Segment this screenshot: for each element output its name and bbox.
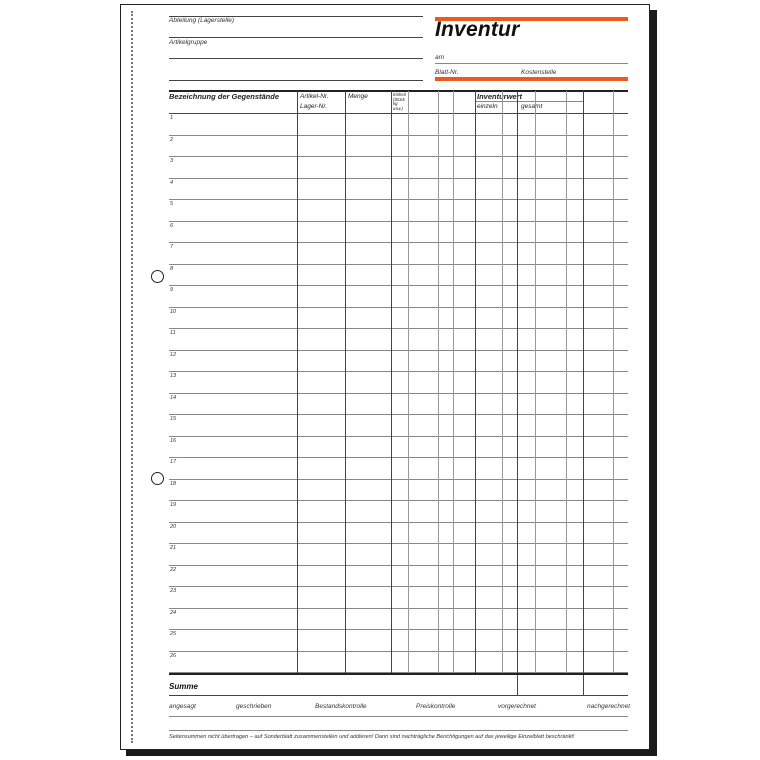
table-row: [169, 414, 628, 415]
footer-preiskontrolle: Preiskontrolle: [416, 703, 456, 710]
table-row: [169, 565, 628, 566]
row-number: 18: [170, 480, 177, 487]
column-divider: [438, 91, 439, 673]
row-number: 14: [170, 394, 177, 401]
col-menge: Menge: [348, 93, 368, 100]
kostenstelle-label: Kostenstelle: [521, 69, 557, 76]
table-row: [169, 285, 628, 286]
footer-signature-line: [169, 716, 628, 717]
table-row: [169, 221, 628, 222]
col-einheit-line3: kg: [393, 101, 398, 107]
table-row: [169, 479, 628, 480]
column-divider: [502, 91, 503, 673]
table-row: [169, 500, 628, 501]
table-row: [169, 436, 628, 437]
col-gesamt: gesamt: [521, 103, 543, 110]
footer-angesagt: angesagt: [169, 703, 196, 710]
footnote-text: Seitensummen nicht übertragen – auf Sonderblatt zusammenstellen und addieren! Dann sind nachträgliche Berichtigungen auf das jeweilige Einzelblatt beschränkt!: [169, 734, 575, 740]
col-einheit: [393, 93, 406, 111]
column-divider: [517, 91, 518, 673]
row-number: 16: [170, 437, 177, 444]
row-number: 4: [170, 179, 174, 186]
row-number: 15: [170, 416, 177, 422]
row-number: 19: [170, 502, 177, 508]
column-divider: [583, 91, 584, 673]
table-row: [169, 586, 628, 587]
table-row: [169, 156, 628, 157]
table-row: [169, 629, 628, 630]
footnote-top-line: [169, 730, 628, 731]
punch-hole-bottom: [151, 472, 164, 485]
column-divider: [408, 91, 409, 673]
col-bezeichnung: Bezeichnung der Gegenstände: [169, 92, 280, 101]
punch-hole-top: [151, 270, 164, 283]
blatt-nr-label: Blatt-Nr.: [435, 69, 459, 76]
row-number: 17: [170, 459, 177, 465]
row-number: 11: [170, 330, 176, 336]
row-number: 24: [170, 609, 177, 616]
column-divider: [535, 91, 536, 673]
summe-divider: [517, 673, 518, 695]
col-inventurwert: Inventurwert: [477, 92, 523, 101]
row-number: 10: [170, 308, 177, 315]
table-row: [169, 242, 628, 243]
col-lager-nr: Lager-Nr.: [300, 103, 328, 110]
row-number: 25: [170, 631, 177, 637]
row-number: 22: [170, 566, 177, 573]
row-number: 8: [170, 265, 174, 272]
col-artikel-nr: Artikel-Nr.: [300, 93, 329, 100]
footer-geschrieben: geschrieben: [236, 703, 272, 710]
column-divider: [566, 91, 567, 673]
footer-nachgerechnet: nachgerechnet: [587, 703, 631, 710]
col-einheit-line1: Einheit: [393, 92, 406, 97]
footer-vorgerechnet: vorgerechnet: [498, 703, 536, 710]
abteilung-label: Abteilung (Lagerstelle): [169, 17, 235, 24]
row-number: 20: [170, 523, 177, 530]
table-row: [169, 199, 628, 200]
row-number: 7: [170, 244, 174, 250]
table-row: [169, 328, 628, 329]
table-row: [169, 651, 628, 652]
col-einheit-line2: (Stück: [393, 96, 405, 102]
summe-divider: [583, 673, 584, 695]
header-line-2: [169, 58, 423, 59]
body-bottom-border: [169, 673, 628, 675]
table-row: [169, 457, 628, 458]
table-row: [169, 371, 628, 372]
header-line-0: [169, 16, 423, 17]
row-number: 6: [170, 222, 174, 229]
table-row: [169, 543, 628, 544]
row-number: 2: [170, 136, 174, 143]
table-row: [169, 135, 628, 136]
inventory-form-sheet: [120, 4, 650, 750]
column-divider: [453, 91, 454, 673]
row-number: 21: [170, 545, 177, 551]
table-row: [169, 264, 628, 265]
table-row: [169, 522, 628, 523]
row-number: 9: [170, 287, 174, 293]
form-title: Inventur: [435, 18, 520, 41]
summe-label: Summe: [169, 682, 198, 691]
column-divider: [391, 91, 392, 673]
summe-bottom-border: [169, 695, 628, 696]
footer-bestandskontrolle: Bestandskontrolle: [315, 703, 367, 710]
row-number: 13: [170, 373, 177, 379]
table-row: [169, 608, 628, 609]
table-row: [169, 307, 628, 308]
col-einzeln: einzeln: [477, 103, 498, 110]
row-number: 5: [170, 201, 174, 207]
row-number: 23: [170, 588, 177, 594]
column-divider: [345, 91, 346, 673]
column-divider: [475, 91, 476, 673]
row-number: 3: [170, 158, 174, 164]
row-number: 1: [170, 115, 174, 121]
table-row: [169, 393, 628, 394]
perforation-line: [131, 11, 133, 743]
table-row: [169, 350, 628, 351]
col-einheit-line4: usw.): [393, 105, 403, 111]
row-number: 12: [170, 351, 177, 358]
header-line-3: [169, 80, 423, 81]
column-divider: [613, 91, 614, 673]
table-row: [169, 178, 628, 179]
row-number: 26: [170, 652, 177, 659]
header-bottom-border: [169, 113, 628, 114]
am-label: am: [435, 54, 445, 61]
title-bar-bottom: [435, 77, 628, 81]
title-line-am: [435, 63, 628, 64]
column-divider: [297, 91, 298, 673]
header-line-1: [169, 37, 423, 38]
artikelgruppe-label: Artikelgruppe: [169, 39, 208, 46]
